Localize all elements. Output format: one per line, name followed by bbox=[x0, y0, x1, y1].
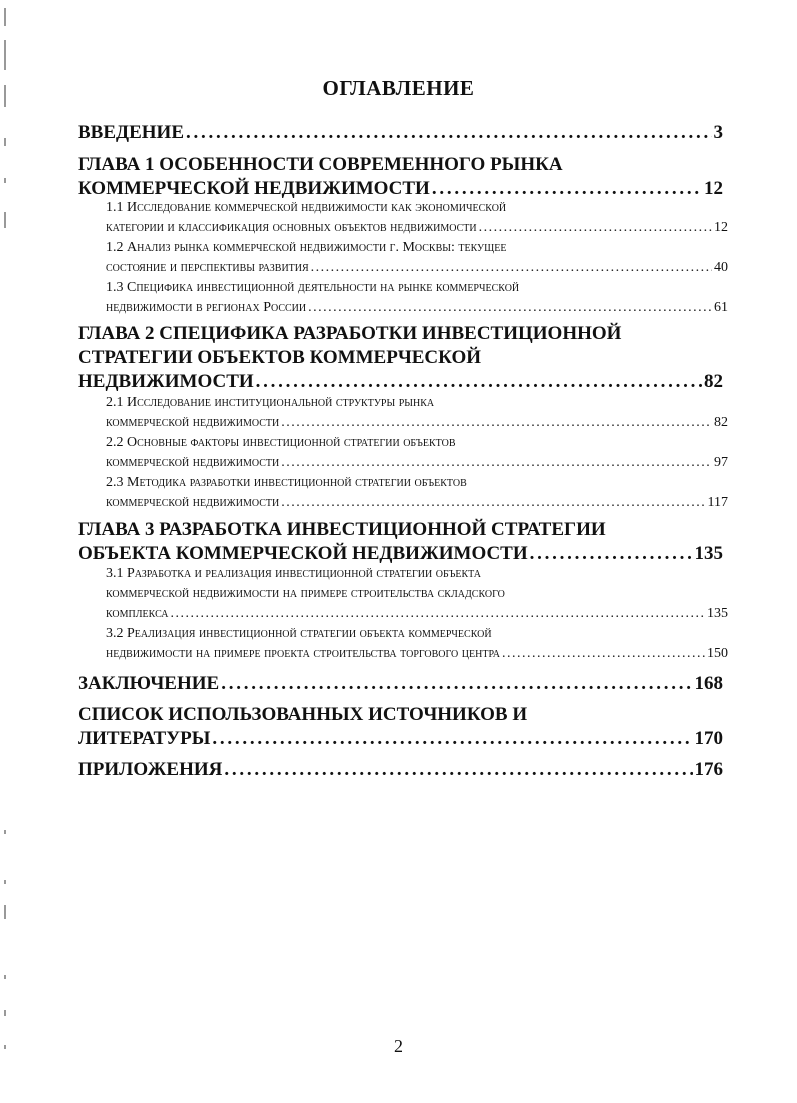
toc-page-number: 176 bbox=[694, 759, 723, 780]
dot-leader bbox=[221, 672, 692, 696]
toc-entry-title: коммерческой недвижимости bbox=[106, 415, 280, 430]
toc-entry-title: ВВЕДЕНИЕ bbox=[78, 122, 184, 143]
toc-page-number: 12 bbox=[704, 178, 723, 199]
toc-entry-title-line: ГЛАВА 1 ОСОБЕННОСТИ СОВРЕМЕННОГО РЫНКА bbox=[78, 154, 563, 175]
toc-page-number: 168 bbox=[694, 673, 723, 694]
dot-leader bbox=[308, 298, 712, 318]
toc-entry-introduction[interactable] bbox=[78, 121, 723, 145]
toc-entry-section-3-1[interactable] bbox=[106, 564, 728, 624]
toc-entry-title-line: 2.2 Основные факторы инвестиционной стратегии объектов bbox=[106, 435, 456, 450]
toc-entry-title-line: 1.3 Специфика инвестиционной деятельности на рынке коммерческой bbox=[106, 280, 520, 295]
toc-entry-title: ЛИТЕРАТУРЫ bbox=[78, 728, 211, 749]
toc-entry-title-line: СТРАТЕГИИ ОБЪЕКТОВ КОММЕРЧЕСКОЙ bbox=[78, 347, 482, 368]
toc-page-number: 117 bbox=[707, 495, 728, 510]
toc-entry-title: комплекса bbox=[106, 606, 169, 621]
toc-page-number: 150 bbox=[707, 646, 728, 661]
dot-leader bbox=[479, 218, 712, 238]
toc-entry-chapter-2[interactable] bbox=[78, 322, 723, 394]
toc-entry-title-line: 1.1 Исследование коммерческой недвижимости как экономической bbox=[106, 200, 507, 215]
toc-entry-section-1-2[interactable] bbox=[106, 238, 728, 278]
toc-entry-title-line: 3.1 Разработка и реализация инвестиционной стратегии объекта bbox=[106, 566, 482, 581]
dot-leader bbox=[530, 542, 693, 566]
toc-entry-title: ПРИЛОЖЕНИЯ bbox=[78, 759, 223, 780]
toc-entry-title: состояние и перспективы развития bbox=[106, 260, 309, 275]
toc-entry-chapter-1[interactable] bbox=[78, 153, 723, 201]
toc-entry-section-1-1[interactable] bbox=[106, 198, 728, 238]
toc-page-number: 170 bbox=[694, 728, 723, 749]
toc-entry-conclusion[interactable] bbox=[78, 672, 723, 696]
dot-leader bbox=[224, 758, 692, 782]
toc-entry-title-line: коммерческой недвижимости на примере строительства складского bbox=[106, 586, 505, 601]
toc-entry-title-line: 2.1 Исследование институциональной структуры рынка bbox=[106, 395, 435, 410]
page-title: ОГЛАВЛЕНИЕ bbox=[322, 76, 475, 100]
toc-page-number: 3 bbox=[713, 122, 723, 143]
toc-entry-title: КОММЕРЧЕСКОЙ НЕДВИЖИМОСТИ bbox=[78, 178, 430, 199]
page-number: 2 bbox=[394, 1036, 403, 1056]
toc-entry-title: категории и классификация основных объектов недвижимости bbox=[106, 220, 477, 235]
dot-leader bbox=[256, 370, 702, 394]
toc-entry-title-line: 1.2 Анализ рынка коммерческой недвижимости г. Москвы: текущее bbox=[106, 240, 507, 255]
dot-leader bbox=[502, 644, 705, 664]
toc-entry-title: коммерческой недвижимости bbox=[106, 455, 280, 470]
scan-margin-marks bbox=[4, 0, 12, 1103]
toc-entry-section-2-3[interactable] bbox=[106, 473, 728, 513]
toc-page-number: 135 bbox=[694, 543, 723, 564]
toc-page-number: 82 bbox=[704, 371, 723, 392]
dot-leader bbox=[281, 493, 705, 513]
toc-page-number: 97 bbox=[714, 455, 728, 470]
toc-entry-title: ЗАКЛЮЧЕНИЕ bbox=[78, 673, 220, 694]
toc-entry-title: ОБЪЕКТА КОММЕРЧЕСКОЙ НЕДВИЖИМОСТИ bbox=[78, 543, 528, 564]
toc-entry-title-line: ГЛАВА 2 СПЕЦИФИКА РАЗРАБОТКИ ИНВЕСТИЦИОННОЙ bbox=[78, 323, 622, 344]
toc-entry-references[interactable] bbox=[78, 703, 723, 751]
toc-page-number: 12 bbox=[714, 220, 728, 235]
toc-entry-title-line: 3.2 Реализация инвестиционной стратегии объекта коммерческой bbox=[106, 626, 492, 641]
toc-entry-title: коммерческой недвижимости bbox=[106, 495, 280, 510]
toc-entry-section-2-1[interactable] bbox=[106, 393, 728, 433]
toc-page-number: 82 bbox=[714, 415, 728, 430]
toc-entry-chapter-3[interactable] bbox=[78, 518, 723, 566]
dot-leader bbox=[281, 413, 712, 433]
dot-leader bbox=[311, 258, 712, 278]
toc-entry-section-3-2[interactable] bbox=[106, 624, 728, 664]
toc-entry-title-line: ГЛАВА 3 РАЗРАБОТКА ИНВЕСТИЦИОННОЙ СТРАТЕГИИ bbox=[78, 519, 606, 540]
toc-page-number: 61 bbox=[714, 300, 728, 315]
toc-entry-title: НЕДВИЖИМОСТИ bbox=[78, 371, 254, 392]
toc-entry-title: недвижимости в регионах России bbox=[106, 300, 307, 315]
dot-leader bbox=[212, 727, 692, 751]
toc-entry-title-line: СПИСОК ИСПОЛЬЗОВАННЫХ ИСТОЧНИКОВ И bbox=[78, 704, 528, 725]
toc-entry-section-2-2[interactable] bbox=[106, 433, 728, 473]
toc-entry-title-line: 2.3 Методика разработки инвестиционной стратегии объектов bbox=[106, 475, 467, 490]
toc-page-number: 135 bbox=[707, 606, 728, 621]
toc-entry-title: недвижимости на примере проекта строительства торгового центра bbox=[106, 646, 500, 661]
dot-leader bbox=[170, 604, 705, 624]
toc-entry-section-1-3[interactable] bbox=[106, 278, 728, 318]
toc-page-number: 40 bbox=[714, 260, 728, 275]
dot-leader bbox=[281, 453, 712, 473]
dot-leader bbox=[186, 121, 712, 145]
toc-entry-appendices[interactable] bbox=[78, 758, 723, 782]
